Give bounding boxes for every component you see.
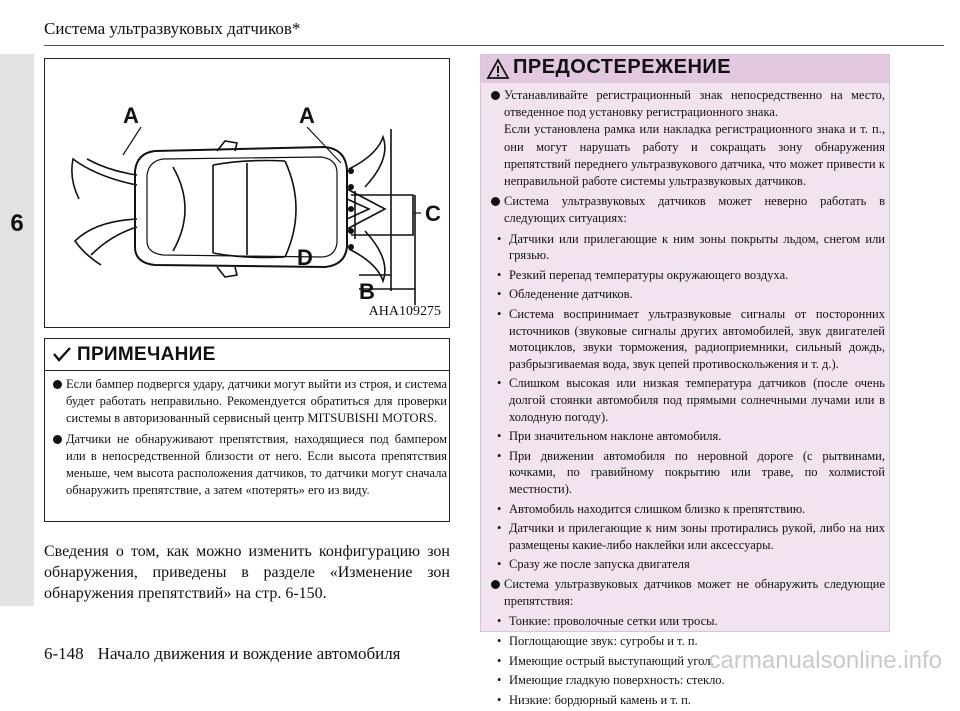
warning-item: Устанавливайте регистрационный знак непосредственно на место, отведенное под установку регистрационного знака. Если установлена рамка или накладка регистрационного знака и т. п., они могут нарушать работу и сокращать зону обнаружения препятствий переднего ультразвукового датчика, что может привести к неправильной работе системы ультразвуковых датчиков. bbox=[489, 87, 885, 190]
label-b: B bbox=[359, 279, 375, 304]
warning-subitem: • Имеющие острый выступающий угол. bbox=[497, 653, 714, 668]
warning-triangle-icon bbox=[487, 59, 509, 79]
warning-subitem: • Сразу же после запуска двигателя bbox=[497, 557, 690, 572]
page-number: 6-148 bbox=[44, 644, 84, 663]
note-list bbox=[51, 376, 447, 502]
warning-subitem: • Имеющие гладкую поверхность: стекло. bbox=[497, 673, 725, 688]
page-footer bbox=[44, 644, 401, 664]
warning-item-continuation: Если установлена рамка или накладка регистрационного знака и т. п., они могут нарушать работу и сокращать зону обнаружения препятствий переднего ультразвукового датчика, что может привести к неправильной работе системы ультразвуковых датчиков. bbox=[504, 122, 885, 189]
warning-subitem: • Датчики или прилегающие к ним зоны покрыты льдом, снегом или грязью. bbox=[497, 231, 885, 263]
warning-subitem: • Слишком высокая или низкая температура датчиков (после очень долгой стоянки автомобиля под прямыми солнечными лучами или в холодную погоду). bbox=[497, 376, 885, 424]
note-title: ПРИМЕЧАНИЕ bbox=[77, 344, 216, 365]
warning-subitem: • Система воспринимает ультразвуковые сигналы от посторонних источников (звуковые сигналы других автомобилей, звук двигателей мотоциклов, звуки торможения, радиоприемники, сильный дождь, разбрызгиваемая вода, звук цепей противоскольжения и т. д.). bbox=[497, 307, 885, 371]
warning-subitem: • Резкий перепад температуры окружающего воздуха. bbox=[497, 267, 789, 282]
warning-item: Система ультразвуковых датчиков может не обнаружить следующие препятствия: bbox=[489, 576, 885, 610]
warning-subitem: • Тонкие: проволочные сетки или тросы. bbox=[497, 614, 718, 629]
running-header: Система ультразвуковых датчиков* bbox=[44, 19, 301, 38]
warning-subitem: • При значительном наклоне автомобиля. bbox=[497, 429, 722, 444]
warning-subitem: • Автомобиль находится слишком близко к препятствию. bbox=[497, 501, 806, 516]
label-a-rear: A bbox=[299, 103, 315, 128]
note-item: Если бампер подвергся удару, датчики могут выйти из строя, и система будет работать неправильно. Рекомендуется обратиться для проверки системы в авторизованный сервисный центр MITSUBISHI MOTORS. bbox=[51, 376, 447, 428]
section-title: Начало движения и вождение автомобиля bbox=[97, 644, 401, 663]
warning-subitem: • Датчики и прилегающие к ним зоны протирались рукой, либо на них размещены какие-либо наклейки или аксессуары. bbox=[497, 521, 885, 552]
warning-subitem: • При движении автомобиля по неровной дороге (с рытвинами, кочками, по гравийному покрытию или траве, по холмистой местности). bbox=[497, 448, 885, 496]
label-a-front: A bbox=[123, 103, 139, 128]
note-box bbox=[44, 338, 450, 522]
watermark: carmanualsonline.info bbox=[708, 647, 942, 674]
warning-item: Система ультразвуковых датчиков может неверно работать в следующих ситуациях: bbox=[489, 193, 885, 227]
checkmark-icon bbox=[53, 347, 71, 363]
warning-title: ПРЕДОСТЕРЕЖЕНИЕ bbox=[513, 56, 732, 78]
warning-subitem: • Поглощающие звук: сугробы и т. п. bbox=[497, 633, 698, 648]
body-paragraph: Сведения о том, как можно изменить конфигурацию зон обнаружения, приведены в разделе «Изменение зон обнаружения препятствий» на стр. 6-150. bbox=[44, 543, 450, 602]
car-sensor-illustration bbox=[45, 59, 449, 327]
warning-subitem: • Обледенение датчиков. bbox=[497, 287, 633, 302]
warning-header bbox=[481, 55, 889, 83]
sensor-diagram bbox=[44, 58, 450, 328]
chapter-number: 6 bbox=[10, 210, 24, 237]
warning-list bbox=[489, 87, 885, 711]
note-header bbox=[45, 339, 449, 371]
label-c: C bbox=[425, 201, 441, 226]
note-item: Датчики не обнаруживают препятствия, находящиеся под бампером или в непосредственной близости от него. Если высота препятствия меньше, чем высота расположения датчиков, то датчики могут сначала обнаружить препятствие, а затем «потерять» его из виду. bbox=[51, 431, 447, 500]
figure-id: AHA109275 bbox=[368, 304, 441, 319]
warning-subitem: • Низкие: бордюрный камень и т. п. bbox=[497, 692, 691, 707]
label-d: D bbox=[297, 245, 313, 270]
header-rule bbox=[44, 45, 944, 46]
